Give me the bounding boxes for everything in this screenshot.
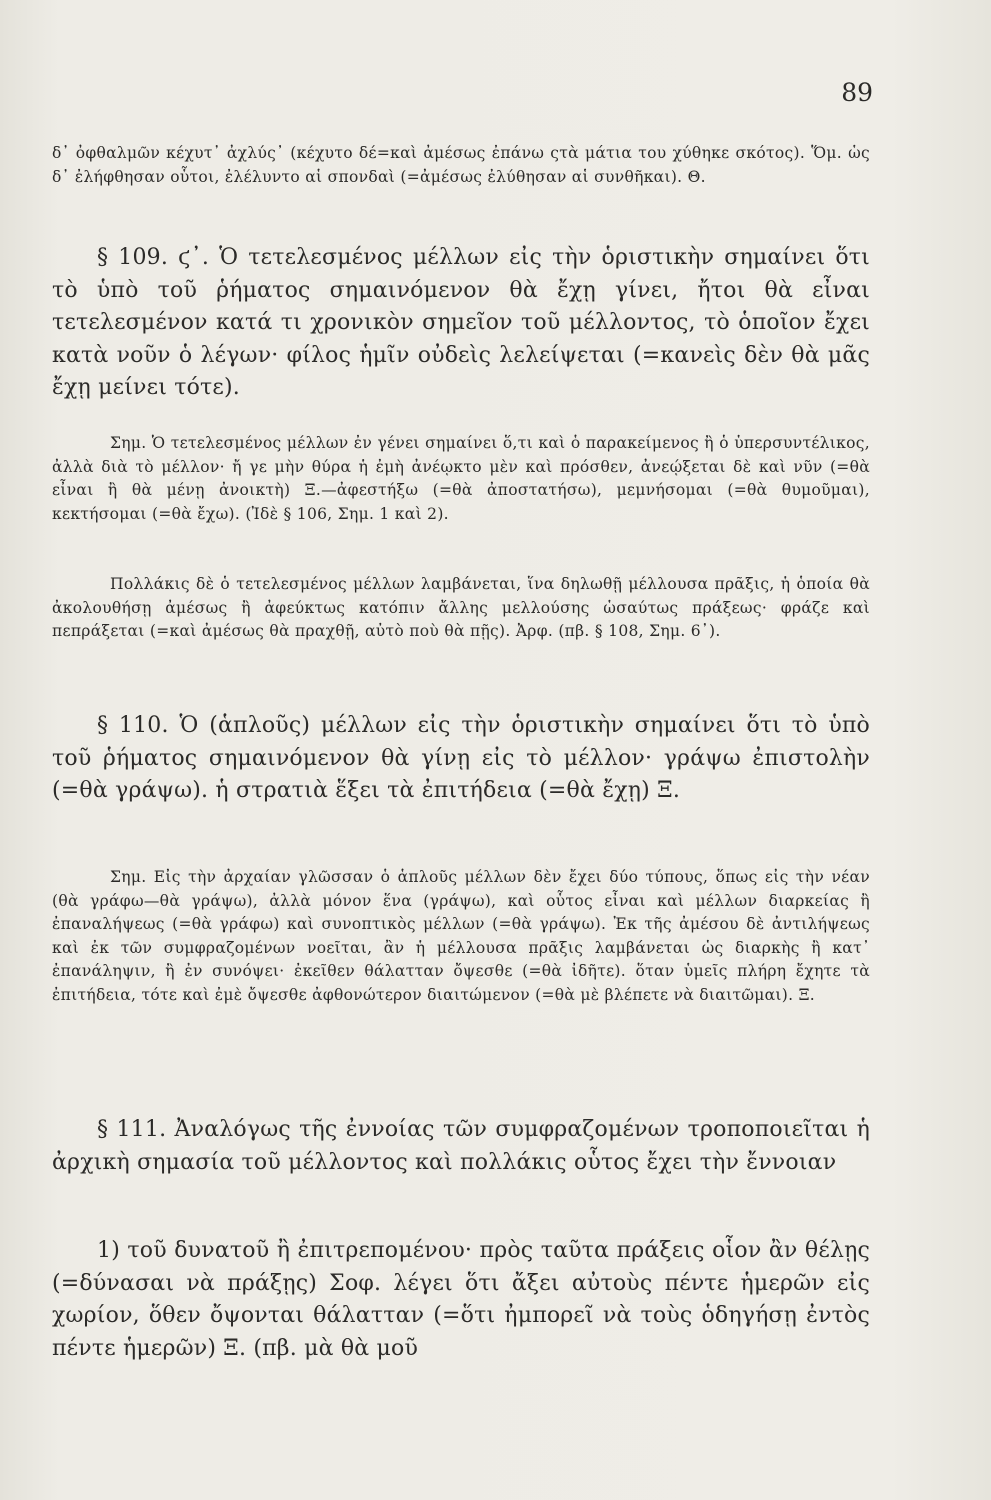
note-2-paragraph: Σημ. Εἰς τὴν ἀρχαίαν γλῶσσαν ὁ ἁπλοῦς μέλλων δὲν ἔχει δύο τύπους, ὅπως εἰς τὴν νέαν (θὰ γράφω—θὰ γράψω), ἀλλὰ μόνον ἕνα (γράψω), καὶ οὗτος εἶναι καὶ μέλλων διαρκείας ἢ ἐπαναλήψεως (=θὰ γράφω) καὶ συνοπτικὸς μέλλων (=θὰ γράψω). Ἐκ τῆς ἀμέσου δὲ ἀντιλήψεως καὶ ἐκ τῶν συμφραζομένων νοεῖται, ἂν ἡ μέλλουσα πρᾶξις λαμβάνεται ὡς διαρκὴς ἢ κατ᾽ ἐπανάληψιν, ἢ ἐν συνόψει· ἐκεῖθεν θάλατταν ὄψεσθε (=θὰ ἰδῆτε). ὅταν ὑμεῖς πλήρη ἔχητε τὰ ἐπιτήδεια, τότε καὶ ἐμὲ ὄψεσθε ἀφθονώτερον διαιτώμενον (=θὰ μὲ βλέπετε νὰ διαιτῶμαι). Ξ. xyxy=(52,868,870,1004)
section-111-paragraph: § 111. Ἀναλόγως τῆς ἐννοίας τῶν συμφραζομένων τροποποιεῖται ἡ ἀρχικὴ σημασία τοῦ μέλλοντος καὶ πολλάκις οὗτος ἔχει τὴν ἔννοιαν xyxy=(52,1117,870,1175)
note-1-paragraph: Σημ. Ὁ τετελεσμένος μέλλων ἐν γένει σημαίνει ὅ,τι καὶ ὁ παρακείμενος ἢ ὁ ὑπερσυντέλικος, ἀλλὰ διὰ τὸ μέλλον· ἤ γε μὴν θύρα ἡ ἐμὴ ἀνέῳκτο μὲν καὶ πρόσθεν, ἀνεῴξεται δὲ καὶ νῦν (=θὰ εἶναι ἢ θὰ μένῃ ἀνοικτὴ) Ξ.—ἀφεστήξω (=θὰ ἀποστατήσω), μεμνήσομαι (=θὰ θυμοῦμαι), κεκτήσομαι (=θὰ ἔχω). (Ἰδὲ § 106, Σημ. 1 καὶ 2). xyxy=(52,434,870,523)
list-item-1-paragraph: 1) τοῦ δυνατοῦ ἢ ἐπιτρεπομένου· πρὸς ταῦτα πράξεις οἷον ἂν θέλῃς (=δύνασαι νὰ πράξῃς) Σοφ. λέγει ὅτι ἄξει αὐτοὺς πέντε ἡμερῶν εἰς χωρίον, ὅθεν ὄψονται θάλατταν (=ὅτι ἠμπορεῖ νὰ τοὺς ὁδηγήσῃ ἐντὸς πέντε ἡμερῶν) Ξ. (πβ. μὰ θὰ μοῦ xyxy=(52,1238,870,1361)
paragraph-future-perfect-usage: Πολλάκις δὲ ὁ τετελεσμένος μέλλων λαμβάνεται, ἵνα δηλωθῇ μέλλουσα πρᾶξις, ἡ ὁποία θὰ ἀκολουθήσῃ ἀμέσως ἢ ἀφεύκτως κατόπιν ἄλλης μελλούσης ὡσαύτως πράξεως· φράζε καὶ πεπράξεται (=καὶ ἀμέσως θὰ πραχθῇ, αὐτὸ ποὺ θὰ πῇς). Ἀρφ. (πβ. § 108, Σημ. 6᾽). xyxy=(52,575,870,641)
section-110-paragraph: § 110. Ὁ (ἁπλοῦς) μέλλων εἰς τὴν ὁριστικὴν σημαίνει ὅτι τὸ ὑπὸ τοῦ ῥήματος σημαινόμενον θὰ γίνῃ εἰς τὸ μέλλον· γράψω ἐπιστολὴν (=θὰ γράψω). ἡ στρατιὰ ἕξει τὰ ἐπιτήδεια (=θὰ ἔχῃ) Ξ. xyxy=(52,713,870,804)
section-109-paragraph: § 109. ϛ᾽. Ὁ τετελεσμένος μέλλων εἰς τὴν ὁριστικὴν σημαίνει ὅτι τὸ ὑπὸ τοῦ ῥήματος σημαινόμενον θὰ ἔχῃ γίνει, ἤτοι θὰ εἶναι τετελεσμένον κατά τι χρονικὸν σημεῖον τοῦ μέλλοντος, τὸ ὁποῖον ἔχει κατὰ νοῦν ὁ λέγων· φίλος ἡμῖν οὐδεὶς λελείψεται (=κανεὶς δὲν θὰ μᾶς ἔχῃ μείνει τότε). xyxy=(52,245,870,401)
page-number: 89 xyxy=(841,78,873,107)
paragraph-intro-quote: δ᾽ ὀφθαλμῶν κέχυτ᾽ ἀχλύς᾽ (κέχυτο δέ=καὶ ἀμέσως ἐπάνω ςτὰ μάτια του χύθηκε σκότος). Ὅμ. ὡς δ᾽ ἐλήφθησαν οὗτοι, ἐλέλυντο αἱ σπονδαὶ (=ἀμέσως ἐλύθησαν αἱ συνθῆκαι). Θ. xyxy=(52,144,870,186)
